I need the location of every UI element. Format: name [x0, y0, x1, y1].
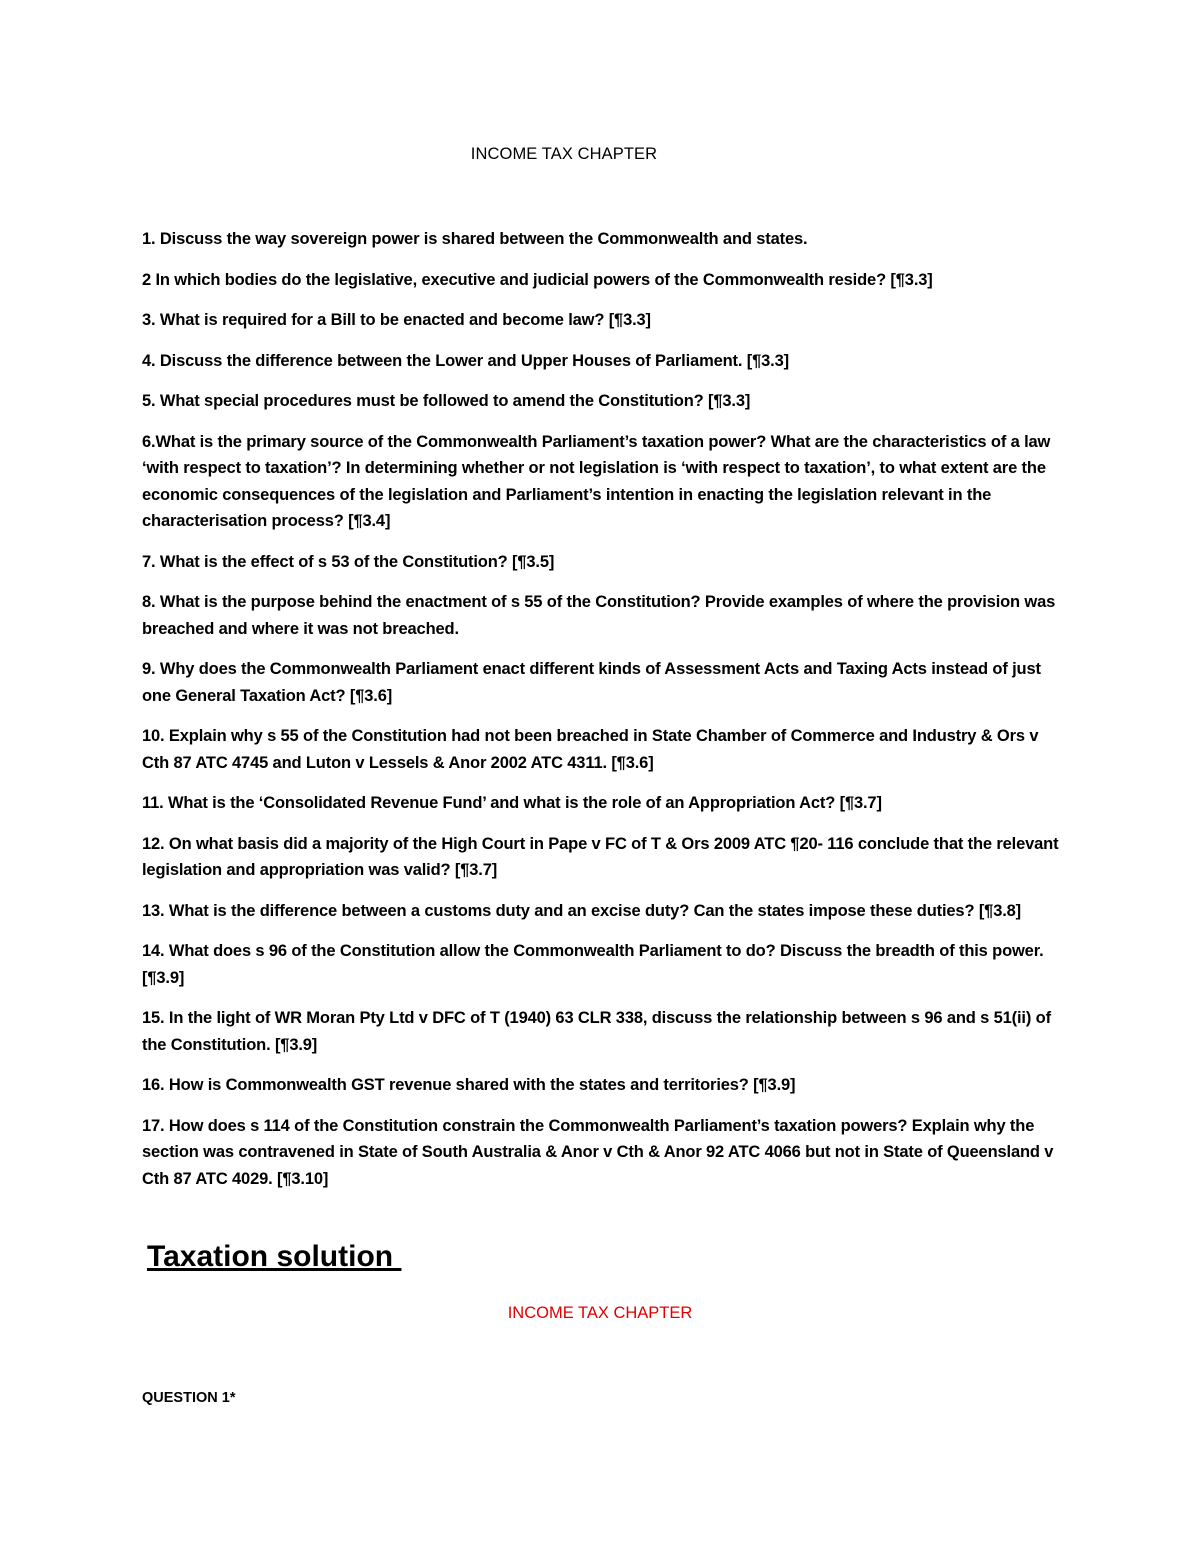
question-item: 12. On what basis did a majority of the High Court in Pape v FC of T & Ors 2009 ATC ¶20- 116 conclude that the relevant legislation and appropriation was valid? [¶3.7]	[142, 834, 1059, 879]
question-item: 5. What special procedures must be followed to amend the Constitution? [¶3.3]	[142, 392, 751, 410]
question-item: 17. How does s 114 of the Constitution constrain the Commonwealth Parliament’s taxation powers? Explain why the section was contravened in State of South Australia & Anor v Cth & Anor 92 ATC 4066 but not in State of Queensland v Cth 87 ATC 4029. [¶3.10]	[142, 1116, 1054, 1188]
question-item: 13. What is the difference between a customs duty and an excise duty? Can the states impose these duties? [¶3.8]	[142, 901, 1022, 920]
question-1-label: QUESTION 1*	[142, 1390, 236, 1406]
document-title: INCOME TAX CHAPTER	[470, 145, 658, 163]
question-item: 3. What is required for a Bill to be enacted and become law? [¶3.3]	[142, 311, 651, 329]
question-item: 14. What does s 96 of the Constitution allow the Commonwealth Parliament to do? Discuss the breadth of this power. [¶3.9]	[142, 942, 1044, 987]
question-item: 1. Discuss the way sovereign power is shared between the Commonwealth and states.	[142, 230, 808, 248]
question-list	[142, 226, 1062, 1206]
question-item: 2 In which bodies do the legislative, executive and judicial powers of the Commonwealth reside? [¶3.3]	[142, 270, 933, 289]
question-item: 15. In the light of WR Moran Pty Ltd v DFC of T (1940) 63 CLR 338, discuss the relationship between s 96 and s 51(ii) of the Constitution. [¶3.9]	[142, 1009, 1051, 1054]
question-item: 8. What is the purpose behind the enactment of s 55 of the Constitution? Provide examples of where the provision was breached and where it was not breached.	[142, 593, 1056, 638]
question-item: 11. What is the ‘Consolidated Revenue Fund’ and what is the role of an Appropriation Act? [¶3.7]	[142, 794, 882, 812]
question-item: 4. Discuss the difference between the Lower and Upper Houses of Parliament. [¶3.3]	[142, 351, 789, 370]
question-item: 10. Explain why s 55 of the Constitution had not been breached in State Chamber of Commerce and Industry & Ors v Cth 87 ATC 4745 and Luton v Lessels & Anor 2002 ATC 4311. [¶3.6]	[142, 727, 1039, 772]
solution-heading: Taxation solution	[147, 1240, 402, 1273]
solution-subtitle: INCOME TAX CHAPTER	[507, 1304, 693, 1322]
question-item: 9. Why does the Commonwealth Parliament enact different kinds of Assessment Acts and Taxing Acts instead of just one General Taxation Act? [¶3.6]	[142, 660, 1041, 705]
question-item: 16. How is Commonwealth GST revenue shared with the states and territories? [¶3.9]	[142, 1076, 796, 1094]
question-item: 6.What is the primary source of the Commonwealth Parliament’s taxation power? What are the characteristics of a law ‘with respect to taxation’? In determining whether or not legislation is ‘with respect to taxation’, to what extent are the economic consequences of the legislation and Parliament’s intention in enacting the legislation relevant in the characterisation process? [¶3.4]	[142, 432, 1051, 530]
question-item: 7. What is the effect of s 53 of the Constitution? [¶3.5]	[142, 552, 555, 571]
